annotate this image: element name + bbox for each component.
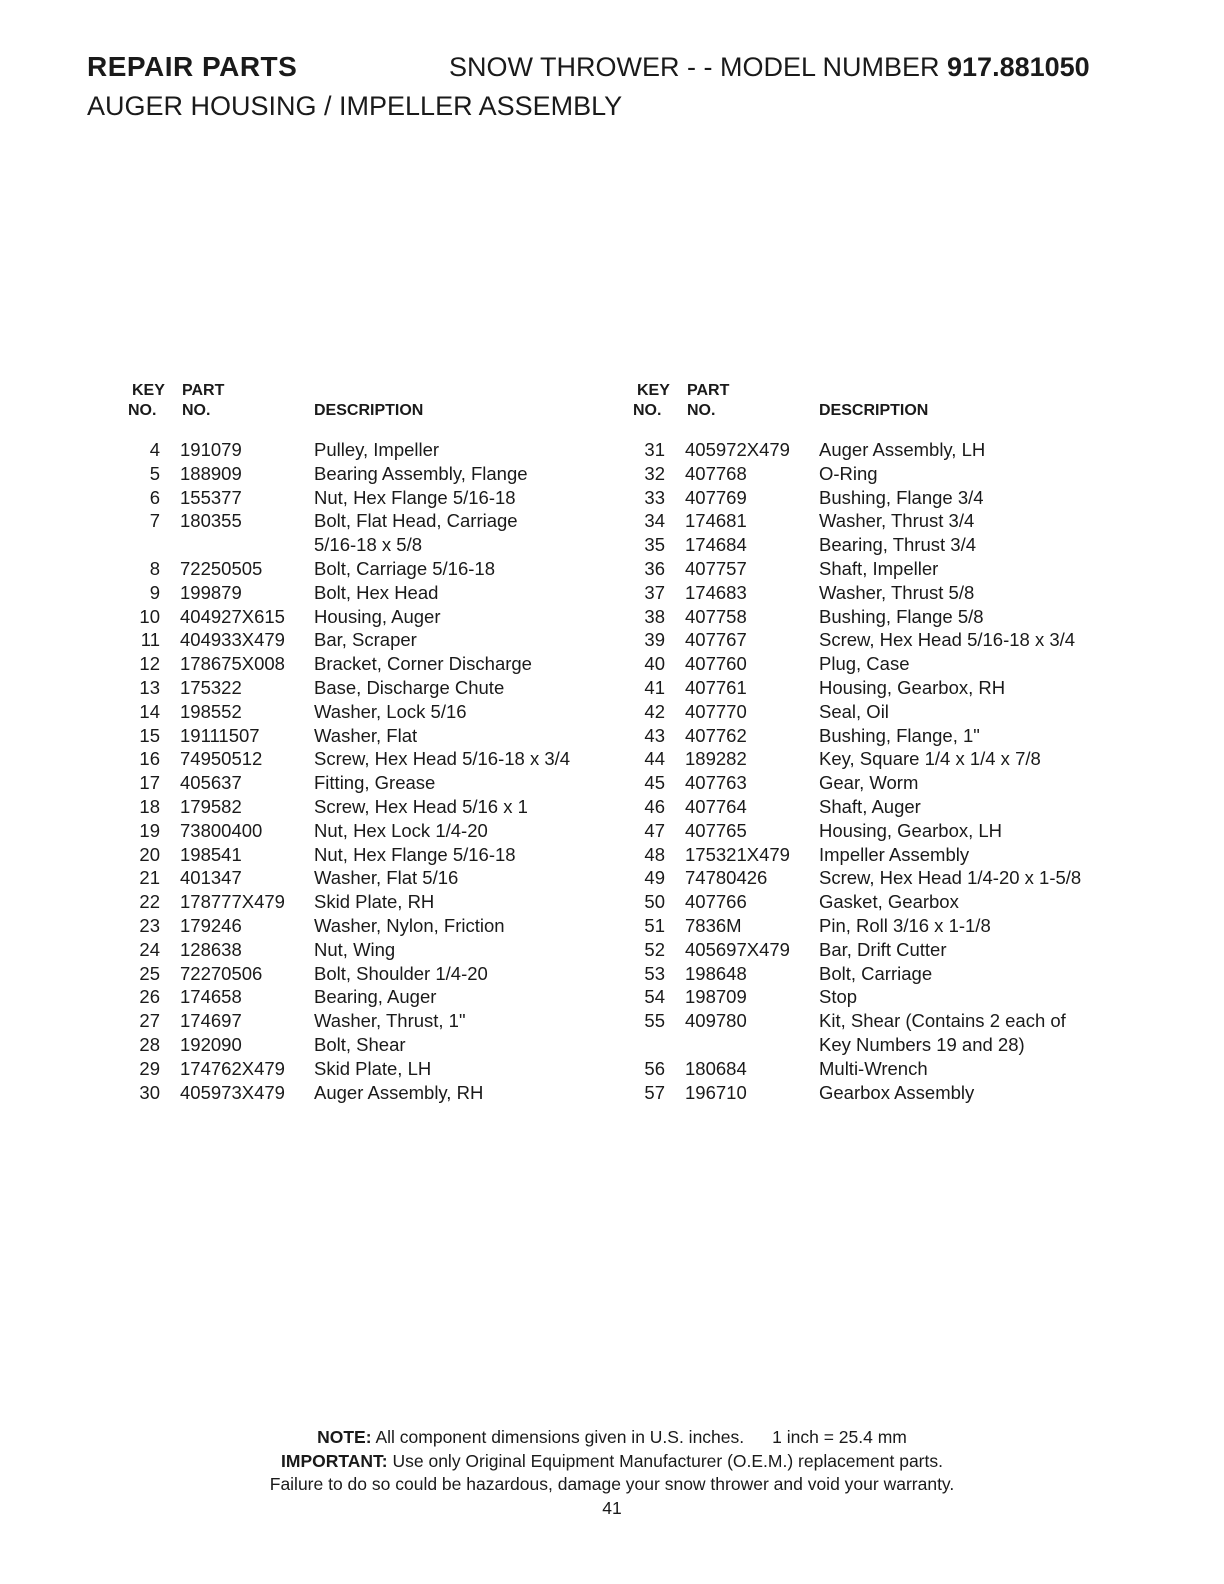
conversion-text: 1 inch = 25.4 mm xyxy=(772,1427,907,1447)
key-number: 28 xyxy=(139,1033,160,1055)
note-line xyxy=(0,1426,1224,1450)
key-number: 19 xyxy=(139,819,160,841)
key-number: 27 xyxy=(139,1010,160,1032)
key-number: 14 xyxy=(139,700,160,722)
part-number: 174684 xyxy=(685,534,747,556)
part-description: Pulley, Impeller xyxy=(314,439,440,460)
table-row xyxy=(633,843,1133,867)
part-description: Shaft, Auger xyxy=(819,795,921,817)
table-row xyxy=(633,438,1133,462)
table-row xyxy=(128,509,618,533)
part-number: 174681 xyxy=(685,510,747,532)
note-text: All component dimensions given in U.S. inches. xyxy=(375,1427,745,1447)
key-number: 52 xyxy=(644,938,665,960)
part-number: 74950512 xyxy=(180,748,263,770)
part-number: 72270506 xyxy=(180,962,263,984)
part-description: Washer, Lock 5/16 xyxy=(314,700,467,722)
part-number: 174683 xyxy=(685,581,747,603)
key-number: 7 xyxy=(149,510,160,532)
part-description: Skid Plate, LH xyxy=(314,1057,432,1079)
part-description: Washer, Thrust, 1" xyxy=(314,1010,466,1032)
key-number: 54 xyxy=(644,986,665,1008)
part-number: 407764 xyxy=(685,795,747,817)
warning-line: Failure to do so could be hazardous, damage your snow thrower and void your warranty. xyxy=(269,1474,955,1494)
part-number: 198648 xyxy=(685,962,747,984)
table-row xyxy=(128,771,618,795)
part-number: 407763 xyxy=(685,772,747,794)
parts-table-right xyxy=(633,380,1133,1104)
page-header xyxy=(87,50,1147,84)
part-number: 199879 xyxy=(180,581,242,603)
key-number: 41 xyxy=(644,676,665,698)
key-number: 45 xyxy=(644,772,665,794)
part-description: Base, Discharge Chute xyxy=(314,676,505,698)
part-description: Washer, Thrust 3/4 xyxy=(819,510,975,532)
part-header-line2: NO. xyxy=(182,402,211,419)
table-row xyxy=(128,462,618,486)
part-number: 198709 xyxy=(685,986,747,1008)
part-number: 405697X479 xyxy=(685,938,790,960)
table-header xyxy=(128,380,618,424)
table-row xyxy=(128,676,618,700)
key-number: 40 xyxy=(644,653,665,675)
key-number: 23 xyxy=(139,914,160,936)
key-number: 25 xyxy=(139,962,160,984)
part-description: Key Numbers 19 and 28) xyxy=(819,1033,1025,1055)
key-number: 31 xyxy=(644,439,665,460)
key-number: 16 xyxy=(139,748,160,770)
parts-table-left xyxy=(128,380,618,1104)
table-row xyxy=(128,914,618,938)
table-row xyxy=(128,724,618,748)
table-row xyxy=(633,1033,1133,1057)
table-row xyxy=(633,985,1133,1009)
key-number: 39 xyxy=(644,629,665,651)
part-number: 174658 xyxy=(180,986,242,1008)
part-description: Fitting, Grease xyxy=(314,772,436,794)
product-title xyxy=(449,50,1090,84)
table-row xyxy=(128,652,618,676)
part-description: Bracket, Corner Discharge xyxy=(314,653,532,675)
table-row xyxy=(633,557,1133,581)
table-row xyxy=(633,1081,1133,1105)
parts-list-left xyxy=(128,438,618,1104)
part-description: Nut, Wing xyxy=(314,938,396,960)
part-number: 401347 xyxy=(180,867,242,889)
table-row xyxy=(633,866,1133,890)
table-row xyxy=(633,962,1133,986)
part-number: 405972X479 xyxy=(685,439,790,460)
table-header xyxy=(633,380,1133,424)
part-number: 178675X008 xyxy=(180,653,285,675)
part-description: Impeller Assembly xyxy=(819,843,970,865)
table-row xyxy=(128,938,618,962)
key-number: 21 xyxy=(139,867,160,889)
table-row xyxy=(633,890,1133,914)
part-description: Bearing Assembly, Flange xyxy=(314,462,528,484)
key-number: 46 xyxy=(644,795,665,817)
key-number: 56 xyxy=(644,1057,665,1079)
table-row xyxy=(633,486,1133,510)
part-description: Screw, Hex Head 5/16-18 x 3/4 xyxy=(819,629,1076,651)
table-row xyxy=(633,1057,1133,1081)
part-description: 5/16-18 x 5/8 xyxy=(314,534,422,556)
key-header-line1: KEY xyxy=(132,382,165,399)
part-description: Bearing, Thrust 3/4 xyxy=(819,534,976,556)
part-number: 407762 xyxy=(685,724,747,746)
part-number: 407760 xyxy=(685,653,747,675)
part-description: Bolt, Flat Head, Carriage xyxy=(314,510,518,532)
part-number: 404927X615 xyxy=(180,605,285,627)
part-description: Gasket, Gearbox xyxy=(819,891,959,913)
key-number: 15 xyxy=(139,724,160,746)
table-row xyxy=(128,533,618,557)
key-header-line1: KEY xyxy=(637,382,670,399)
key-number: 17 xyxy=(139,772,160,794)
part-description: Shaft, Impeller xyxy=(819,557,939,579)
key-number: 57 xyxy=(644,1081,665,1103)
key-number: 13 xyxy=(139,676,160,698)
part-description: Bushing, Flange, 1" xyxy=(819,724,980,746)
part-description: Nut, Hex Flange 5/16-18 xyxy=(314,486,516,508)
table-row xyxy=(633,724,1133,748)
section-title: REPAIR PARTS xyxy=(87,51,298,82)
table-row xyxy=(633,533,1133,557)
part-number: 179582 xyxy=(180,795,242,817)
table-row xyxy=(128,1009,618,1033)
key-number: 49 xyxy=(644,867,665,889)
key-header-line2: NO. xyxy=(633,402,662,419)
table-row xyxy=(633,819,1133,843)
key-number: 22 xyxy=(139,891,160,913)
part-description: Gear, Worm xyxy=(819,772,919,794)
table-row xyxy=(633,509,1133,533)
table-row xyxy=(128,700,618,724)
part-description: Screw, Hex Head 1/4-20 x 1-5/8 xyxy=(819,867,1082,889)
part-description: Washer, Flat xyxy=(314,724,418,746)
table-row xyxy=(128,747,618,771)
part-number: 73800400 xyxy=(180,819,263,841)
part-description: Bolt, Carriage 5/16-18 xyxy=(314,557,495,579)
page-number: 41 xyxy=(602,1497,622,1518)
part-number: 407769 xyxy=(685,486,747,508)
part-description: Bolt, Hex Head xyxy=(314,581,439,603)
part-number: 198541 xyxy=(180,843,242,865)
key-number: 18 xyxy=(139,795,160,817)
parts-list-right xyxy=(633,438,1133,1104)
table-row xyxy=(128,843,618,867)
part-description: Auger Assembly, LH xyxy=(819,439,986,460)
assembly-title: AUGER HOUSING / IMPELLER ASSEMBLY xyxy=(87,91,623,121)
note-label: NOTE: xyxy=(317,1427,372,1447)
part-description: Multi-Wrench xyxy=(819,1057,928,1079)
key-number: 34 xyxy=(644,510,665,532)
part-number: 407767 xyxy=(685,629,747,651)
table-row xyxy=(633,676,1133,700)
table-row xyxy=(128,486,618,510)
key-number: 44 xyxy=(644,748,665,770)
part-header-line1: PART xyxy=(182,382,225,399)
key-number: 48 xyxy=(644,843,665,865)
part-number: 191079 xyxy=(180,439,242,460)
part-description: Bar, Scraper xyxy=(314,629,417,651)
part-header-line2: NO. xyxy=(687,402,716,419)
part-number: 407766 xyxy=(685,891,747,913)
part-description: Pin, Roll 3/16 x 1-1/8 xyxy=(819,914,991,936)
part-number: 407765 xyxy=(685,819,747,841)
part-description: Bushing, Flange 5/8 xyxy=(819,605,984,627)
part-header-line1: PART xyxy=(687,382,730,399)
key-number: 8 xyxy=(149,557,160,579)
part-number: 192090 xyxy=(180,1033,242,1055)
table-row xyxy=(128,1057,618,1081)
product-label: SNOW THROWER - - MODEL NUMBER xyxy=(449,52,940,82)
key-number: 35 xyxy=(644,534,665,556)
part-number: 405973X479 xyxy=(180,1081,285,1103)
footer-notes xyxy=(0,1426,1224,1520)
part-description: Nut, Hex Flange 5/16-18 xyxy=(314,843,516,865)
description-header: DESCRIPTION xyxy=(314,402,424,419)
part-description: Key, Square 1/4 x 1/4 x 7/8 xyxy=(819,748,1041,770)
key-number: 9 xyxy=(149,581,160,603)
part-description: Auger Assembly, RH xyxy=(314,1081,484,1103)
key-number: 10 xyxy=(139,605,160,627)
key-number: 5 xyxy=(149,462,160,484)
table-row xyxy=(128,962,618,986)
part-description: Screw, Hex Head 5/16 x 1 xyxy=(314,795,528,817)
key-header-line2: NO. xyxy=(128,402,157,419)
key-number: 38 xyxy=(644,605,665,627)
part-description: Seal, Oil xyxy=(819,700,889,722)
part-number: 180355 xyxy=(180,510,242,532)
important-line xyxy=(0,1450,1224,1474)
key-number: 20 xyxy=(139,843,160,865)
key-number: 4 xyxy=(149,439,160,460)
part-description: Bearing, Auger xyxy=(314,986,437,1008)
table-row xyxy=(128,890,618,914)
part-number: 179246 xyxy=(180,914,242,936)
table-row xyxy=(633,628,1133,652)
key-number: 6 xyxy=(149,486,160,508)
part-number: 409780 xyxy=(685,1010,747,1032)
key-number: 51 xyxy=(644,914,665,936)
part-description: Kit, Shear (Contains 2 each of xyxy=(819,1010,1066,1032)
table-row xyxy=(633,938,1133,962)
key-number: 55 xyxy=(644,1010,665,1032)
table-row xyxy=(128,581,618,605)
part-description: Washer, Flat 5/16 xyxy=(314,867,459,889)
part-description: Gearbox Assembly xyxy=(819,1081,975,1103)
part-number: 198552 xyxy=(180,700,242,722)
part-description: Bolt, Carriage xyxy=(819,962,933,984)
key-number: 24 xyxy=(139,938,160,960)
table-row xyxy=(633,914,1133,938)
key-number: 11 xyxy=(140,629,160,651)
table-row xyxy=(633,652,1133,676)
part-number: 175321X479 xyxy=(685,843,790,865)
part-number: 178777X479 xyxy=(180,891,285,913)
part-number: 155377 xyxy=(180,486,242,508)
table-row xyxy=(128,985,618,1009)
part-number: 404933X479 xyxy=(180,629,285,651)
part-description: Bar, Drift Cutter xyxy=(819,938,947,960)
table-row xyxy=(633,771,1133,795)
part-number: 128638 xyxy=(180,938,242,960)
important-text: Use only Original Equipment Manufacturer (O.E.M.) replacement parts. xyxy=(392,1450,943,1471)
part-description: Housing, Gearbox, LH xyxy=(819,819,1003,841)
table-row xyxy=(633,581,1133,605)
part-description: Washer, Thrust 5/8 xyxy=(819,581,975,603)
part-number: 189282 xyxy=(685,748,747,770)
description-header: DESCRIPTION xyxy=(819,402,929,419)
table-row xyxy=(128,795,618,819)
part-number: 407761 xyxy=(685,676,747,698)
part-description: Bushing, Flange 3/4 xyxy=(819,486,984,508)
table-row xyxy=(633,747,1133,771)
table-row xyxy=(633,1009,1133,1033)
part-number: 72250505 xyxy=(180,557,263,579)
key-number: 37 xyxy=(644,581,665,603)
key-number: 42 xyxy=(644,700,665,722)
part-description: Bolt, Shoulder 1/4-20 xyxy=(314,962,488,984)
part-number: 407758 xyxy=(685,605,747,627)
key-number: 12 xyxy=(139,653,160,675)
part-number: 407770 xyxy=(685,700,747,722)
key-number: 53 xyxy=(644,962,665,984)
part-number: 174697 xyxy=(180,1010,242,1032)
part-description: Washer, Nylon, Friction xyxy=(314,914,505,936)
important-label: IMPORTANT: xyxy=(281,1450,388,1471)
key-number: 43 xyxy=(644,724,665,746)
table-row xyxy=(128,605,618,629)
part-number: 7836M xyxy=(685,914,742,936)
key-number: 32 xyxy=(644,462,665,484)
key-number: 36 xyxy=(644,557,665,579)
part-description: Skid Plate, RH xyxy=(314,891,435,913)
part-number: 175322 xyxy=(180,676,242,698)
table-row xyxy=(128,1081,618,1105)
part-number: 405637 xyxy=(180,772,242,794)
part-number: 407757 xyxy=(685,557,747,579)
part-description: Bolt, Shear xyxy=(314,1033,406,1055)
part-number: 407768 xyxy=(685,462,747,484)
part-description: Stop xyxy=(819,986,858,1008)
table-row xyxy=(633,462,1133,486)
table-row xyxy=(633,605,1133,629)
table-row xyxy=(128,438,618,462)
table-row xyxy=(128,1033,618,1057)
part-description: Housing, Gearbox, RH xyxy=(819,676,1006,698)
part-description: Screw, Hex Head 5/16-18 x 3/4 xyxy=(314,748,571,770)
table-row xyxy=(633,795,1133,819)
model-number: 917.881050 xyxy=(947,52,1090,82)
part-number: 19111507 xyxy=(180,724,260,746)
table-row xyxy=(128,557,618,581)
part-description: Housing, Auger xyxy=(314,605,441,627)
key-number: 50 xyxy=(644,891,665,913)
table-row xyxy=(128,628,618,652)
key-number: 26 xyxy=(139,986,160,1008)
part-description: O-Ring xyxy=(819,462,878,484)
part-number: 74780426 xyxy=(685,867,768,889)
table-row xyxy=(128,819,618,843)
part-description: Nut, Hex Lock 1/4-20 xyxy=(314,819,488,841)
key-number: 47 xyxy=(644,819,665,841)
key-number: 30 xyxy=(139,1081,160,1103)
part-number: 196710 xyxy=(685,1081,747,1103)
part-number: 174762X479 xyxy=(180,1057,285,1079)
part-number: 180684 xyxy=(685,1057,747,1079)
table-row xyxy=(128,866,618,890)
table-row xyxy=(633,700,1133,724)
key-number: 33 xyxy=(644,486,665,508)
key-number: 29 xyxy=(139,1057,160,1079)
part-description: Plug, Case xyxy=(819,653,910,675)
part-number: 188909 xyxy=(180,462,242,484)
